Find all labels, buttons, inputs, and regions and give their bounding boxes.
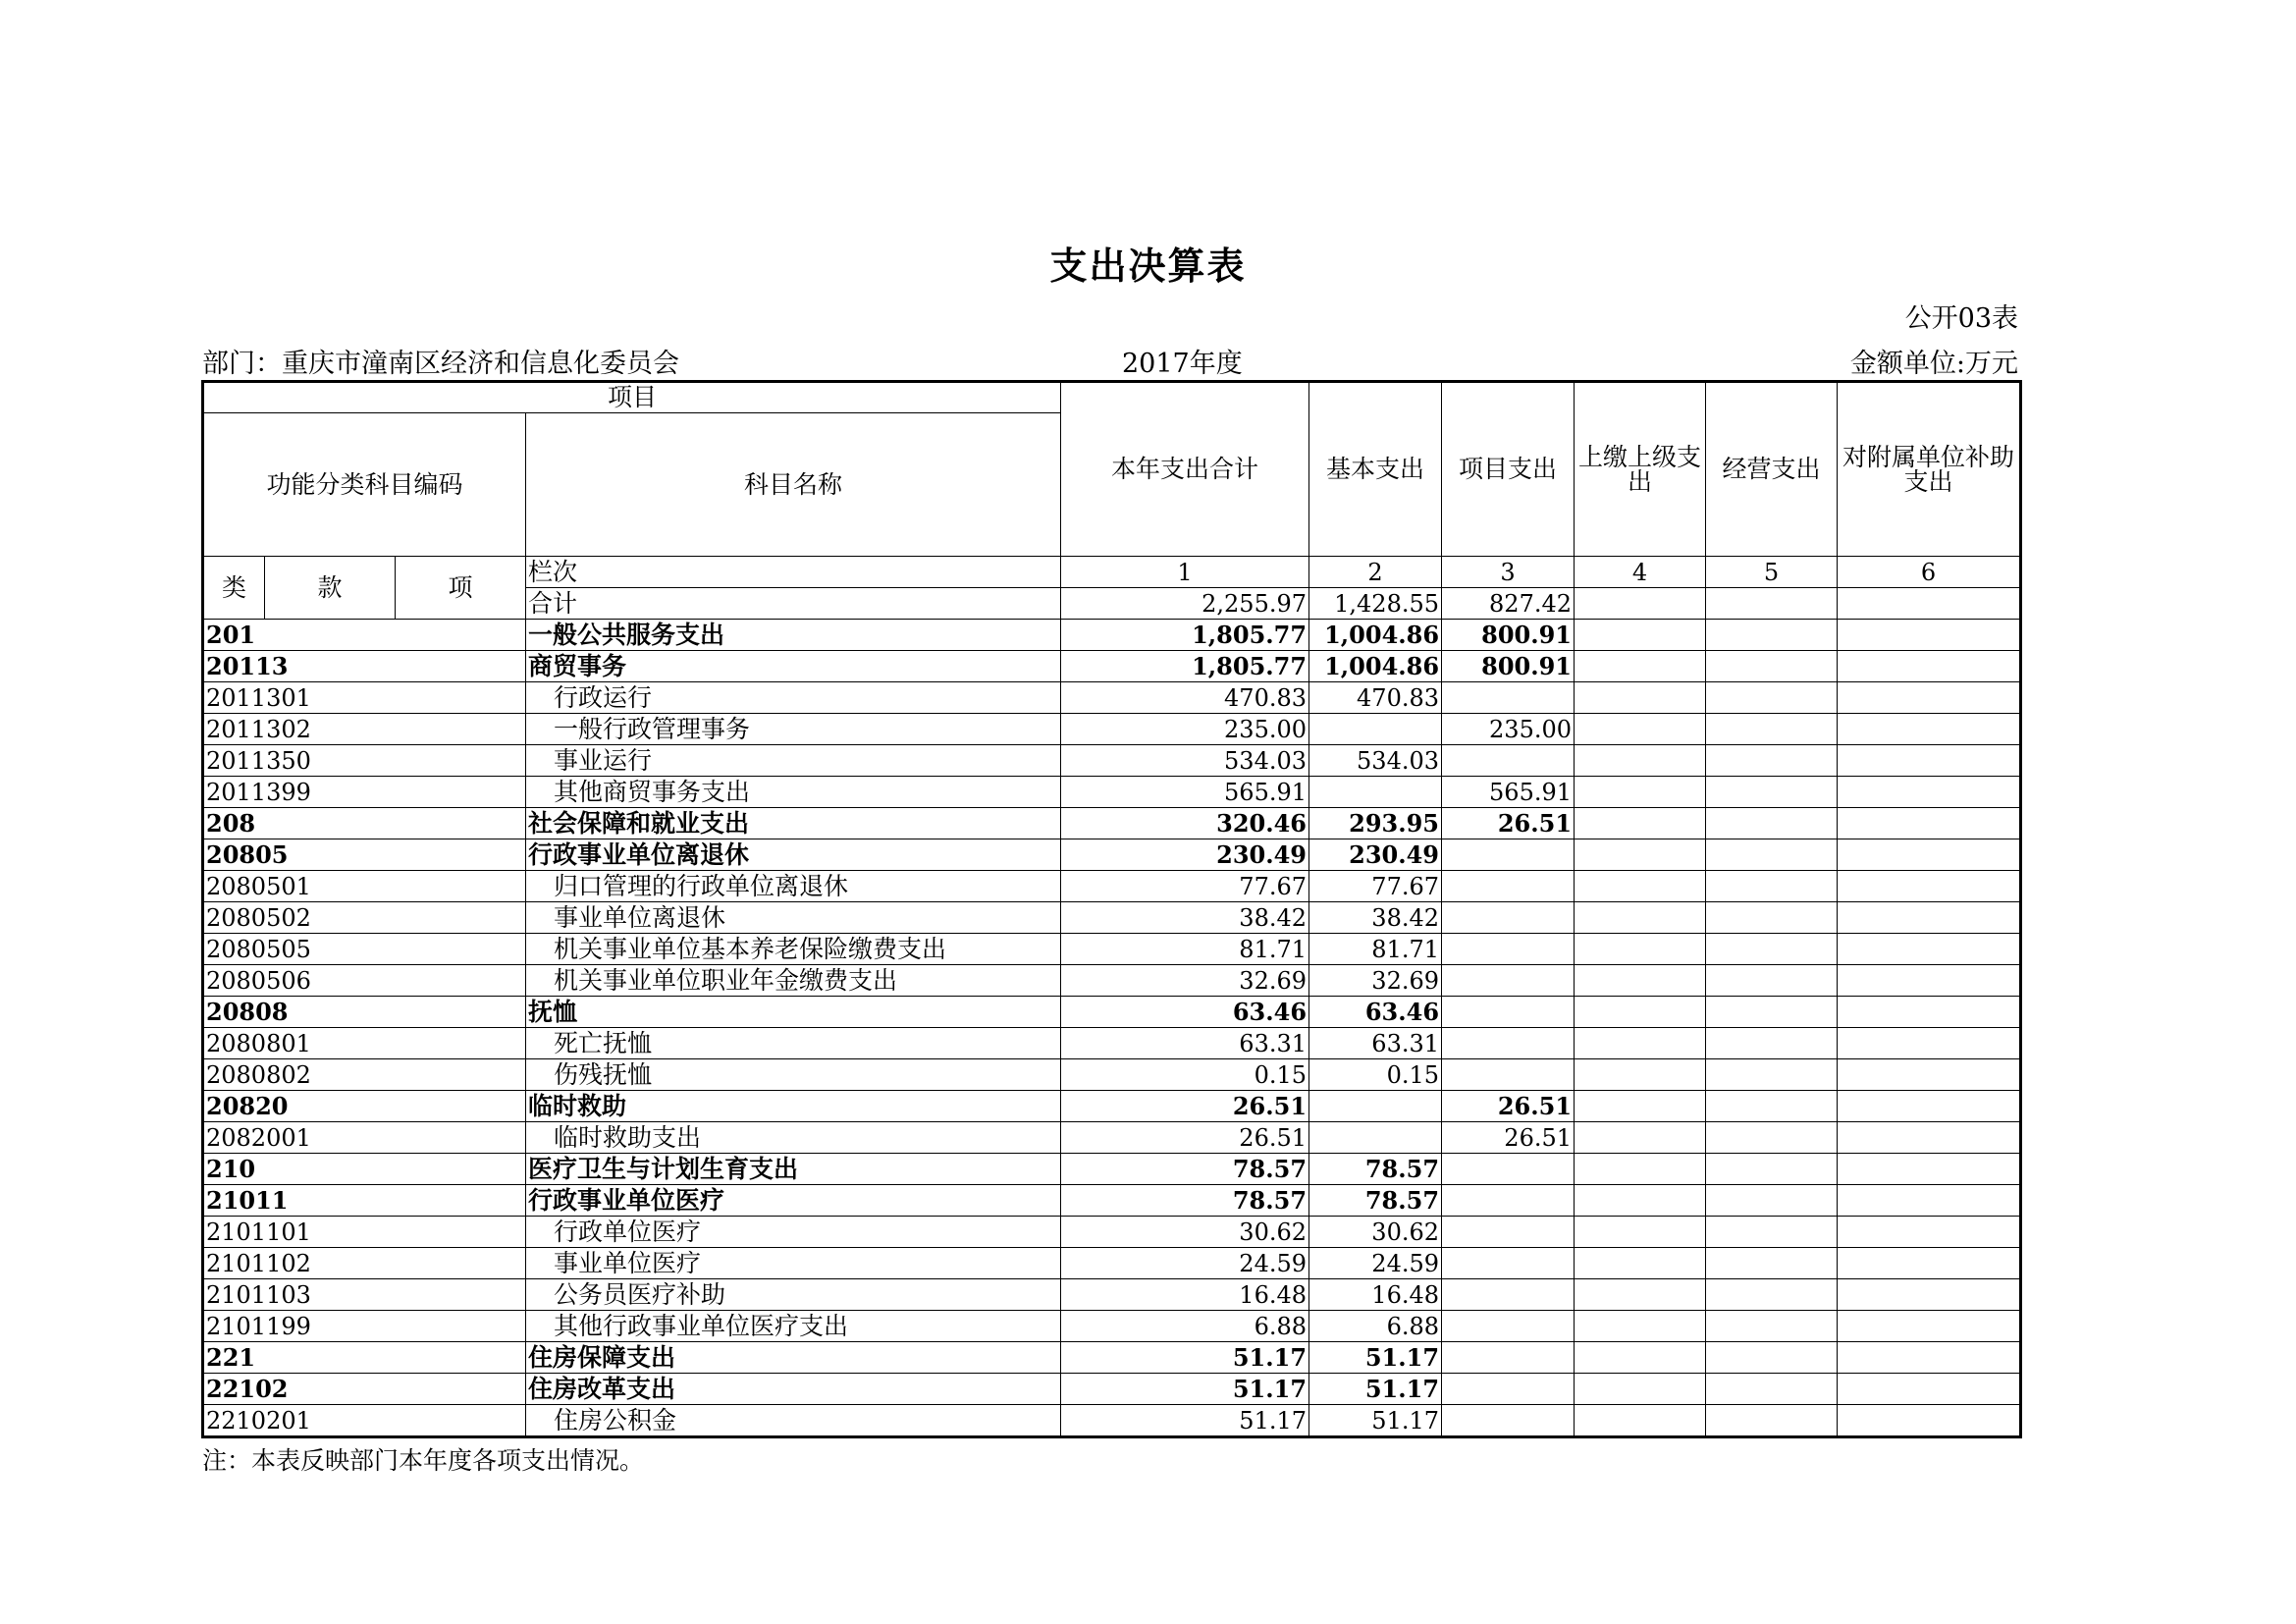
amount-unit: 金额单位:万元	[1849, 349, 2018, 379]
table-row	[203, 934, 2021, 965]
empty-cell	[1575, 777, 1706, 808]
empty-cell	[1706, 620, 1838, 651]
empty-cell	[1575, 1059, 1706, 1091]
basic-amount: 78.57	[1309, 1185, 1442, 1217]
table-row	[203, 620, 2021, 651]
item-name: 归口管理的行政单位离退休	[526, 871, 1061, 902]
basic-amount	[1309, 1122, 1442, 1154]
project-amount	[1442, 934, 1575, 965]
table-note: 注：本表反映部门本年度各项支出情况。	[202, 1446, 645, 1475]
item-name: 住房改革支出	[526, 1374, 1061, 1405]
empty-cell	[1706, 1122, 1838, 1154]
department-label: 部门：重庆市潼南区经济和信息化委员会	[202, 349, 679, 379]
empty-cell	[1575, 1185, 1706, 1217]
total-amount: 534.03	[1061, 745, 1309, 777]
empty-cell	[1706, 1311, 1838, 1342]
project-amount: 26.51	[1442, 1122, 1575, 1154]
empty-cell	[1838, 1311, 2021, 1342]
total-amount: 51.17	[1061, 1374, 1309, 1405]
total-value: 2,255.97	[1061, 588, 1309, 620]
empty-cell	[1575, 839, 1706, 871]
total-amount: 16.48	[1061, 1279, 1309, 1311]
empty-cell	[1575, 934, 1706, 965]
item-name: 临时救助支出	[526, 1122, 1061, 1154]
basic-amount: 78.57	[1309, 1154, 1442, 1185]
function-code: 2210201	[203, 1405, 526, 1437]
basic-amount: 0.15	[1309, 1059, 1442, 1091]
empty-cell	[1706, 808, 1838, 839]
col-header-business: 经营支出	[1706, 382, 1838, 557]
basic-amount: 230.49	[1309, 839, 1442, 871]
col-number: 4	[1575, 557, 1706, 588]
basic-amount: 63.31	[1309, 1028, 1442, 1059]
project-amount	[1442, 1059, 1575, 1091]
empty-cell	[1575, 1217, 1706, 1248]
empty-cell	[1706, 1342, 1838, 1374]
table-row	[203, 965, 2021, 997]
item-name: 机关事业单位职业年金缴费支出	[526, 965, 1061, 997]
lanci-label: 栏次	[526, 557, 1061, 588]
item-name: 事业单位离退休	[526, 902, 1061, 934]
empty-cell	[1706, 745, 1838, 777]
empty-cell	[1838, 965, 2021, 997]
empty-cell	[1706, 1059, 1838, 1091]
function-code: 2080505	[203, 934, 526, 965]
item-name: 伤残抚恤	[526, 1059, 1061, 1091]
basic-amount: 16.48	[1309, 1279, 1442, 1311]
table-row	[203, 651, 2021, 682]
item-name: 一般公共服务支出	[526, 620, 1061, 651]
function-code: 20820	[203, 1091, 526, 1122]
table-row	[203, 871, 2021, 902]
function-code: 20113	[203, 651, 526, 682]
empty-cell	[1838, 651, 2021, 682]
col-number: 5	[1706, 557, 1838, 588]
basic-amount: 32.69	[1309, 965, 1442, 997]
basic-amount: 24.59	[1309, 1248, 1442, 1279]
empty-cell	[1706, 1028, 1838, 1059]
total-amount: 26.51	[1061, 1122, 1309, 1154]
empty-cell	[1706, 1217, 1838, 1248]
empty-cell	[1838, 1154, 2021, 1185]
empty-cell	[1706, 682, 1838, 714]
total-amount: 78.57	[1061, 1154, 1309, 1185]
function-code: 2011399	[203, 777, 526, 808]
empty-cell	[1838, 1342, 2021, 1374]
table-row	[203, 1185, 2021, 1217]
expenditure-table	[201, 380, 2022, 1438]
empty-cell	[1706, 651, 1838, 682]
project-amount: 565.91	[1442, 777, 1575, 808]
empty-cell	[1575, 1122, 1706, 1154]
item-name: 事业运行	[526, 745, 1061, 777]
function-code: 2082001	[203, 1122, 526, 1154]
project-amount	[1442, 1405, 1575, 1437]
total-amount: 6.88	[1061, 1311, 1309, 1342]
col-number: 6	[1838, 557, 2021, 588]
basic-amount: 293.95	[1309, 808, 1442, 839]
project-amount	[1442, 1342, 1575, 1374]
empty-cell	[1575, 651, 1706, 682]
empty-cell	[1706, 1248, 1838, 1279]
item-name: 一般行政管理事务	[526, 714, 1061, 745]
empty-cell	[1706, 1374, 1838, 1405]
empty-cell	[1838, 745, 2021, 777]
col-header-basic: 基本支出	[1309, 382, 1442, 557]
total-amount: 565.91	[1061, 777, 1309, 808]
empty-cell	[1575, 1091, 1706, 1122]
total-amount: 0.15	[1061, 1059, 1309, 1091]
project-amount	[1442, 965, 1575, 997]
empty-cell	[1575, 808, 1706, 839]
total-amount: 77.67	[1061, 871, 1309, 902]
total-amount: 38.42	[1061, 902, 1309, 934]
empty-cell	[1838, 1279, 2021, 1311]
empty-cell	[1575, 1342, 1706, 1374]
total-amount: 26.51	[1061, 1091, 1309, 1122]
empty-cell	[1838, 1374, 2021, 1405]
item-name: 其他行政事业单位医疗支出	[526, 1311, 1061, 1342]
total-amount: 81.71	[1061, 934, 1309, 965]
project-amount: 800.91	[1442, 651, 1575, 682]
table-row	[203, 714, 2021, 745]
item-name: 死亡抚恤	[526, 1028, 1061, 1059]
empty-cell	[1575, 714, 1706, 745]
basic-amount: 77.67	[1309, 871, 1442, 902]
project-amount: 800.91	[1442, 620, 1575, 651]
empty-cell	[1575, 1248, 1706, 1279]
item-name: 其他商贸事务支出	[526, 777, 1061, 808]
empty-cell	[1706, 997, 1838, 1028]
project-amount	[1442, 902, 1575, 934]
project-amount	[1442, 1028, 1575, 1059]
empty-cell	[1575, 965, 1706, 997]
name-column-header: 科目名称	[526, 413, 1061, 557]
table-row	[203, 1279, 2021, 1311]
col-number: 1	[1061, 557, 1309, 588]
basic-amount: 81.71	[1309, 934, 1442, 965]
table-row	[203, 1342, 2021, 1374]
empty-cell	[1838, 808, 2021, 839]
basic-amount: 51.17	[1309, 1374, 1442, 1405]
function-code: 2101199	[203, 1311, 526, 1342]
empty-cell	[1706, 965, 1838, 997]
table-row	[203, 1122, 2021, 1154]
col-number: 2	[1309, 557, 1442, 588]
item-name: 医疗卫生与计划生育支出	[526, 1154, 1061, 1185]
total-amount: 30.62	[1061, 1217, 1309, 1248]
table-row	[203, 1059, 2021, 1091]
empty-cell	[1838, 1122, 2021, 1154]
empty-cell	[1838, 997, 2021, 1028]
item-name: 临时救助	[526, 1091, 1061, 1122]
basic-amount: 534.03	[1309, 745, 1442, 777]
project-amount	[1442, 1185, 1575, 1217]
function-code: 2101102	[203, 1248, 526, 1279]
empty-cell	[1706, 588, 1838, 620]
empty-cell	[1575, 1154, 1706, 1185]
item-name: 行政单位医疗	[526, 1217, 1061, 1248]
empty-cell	[1575, 1311, 1706, 1342]
basic-amount: 470.83	[1309, 682, 1442, 714]
table-row	[203, 902, 2021, 934]
item-name: 事业单位医疗	[526, 1248, 1061, 1279]
basic-amount: 1,004.86	[1309, 651, 1442, 682]
function-code: 20805	[203, 839, 526, 871]
empty-cell	[1706, 777, 1838, 808]
table-row	[203, 808, 2021, 839]
basic-amount: 30.62	[1309, 1217, 1442, 1248]
project-amount: 26.51	[1442, 808, 1575, 839]
basic-amount	[1309, 714, 1442, 745]
function-code: 2101101	[203, 1217, 526, 1248]
project-amount	[1442, 1248, 1575, 1279]
table-row	[203, 839, 2021, 871]
col-header-subsidy: 对附属单位补助支出	[1838, 382, 2021, 557]
table-row	[203, 745, 2021, 777]
xiang-header: 项	[396, 557, 526, 620]
project-amount	[1442, 682, 1575, 714]
total-amount: 470.83	[1061, 682, 1309, 714]
total-amount: 1,805.77	[1061, 620, 1309, 651]
basic-amount: 38.42	[1309, 902, 1442, 934]
empty-cell	[1838, 1028, 2021, 1059]
total-value: 827.42	[1442, 588, 1575, 620]
project-amount	[1442, 1374, 1575, 1405]
table-row	[203, 1311, 2021, 1342]
total-amount: 32.69	[1061, 965, 1309, 997]
total-label: 合计	[526, 588, 1061, 620]
function-code: 208	[203, 808, 526, 839]
empty-cell	[1838, 588, 2021, 620]
table-row	[203, 1374, 2021, 1405]
table-row	[203, 1217, 2021, 1248]
total-amount: 51.17	[1061, 1342, 1309, 1374]
table-row	[203, 997, 2021, 1028]
basic-amount	[1309, 777, 1442, 808]
page-title: 支出决算表	[1049, 244, 1247, 288]
total-amount: 1,805.77	[1061, 651, 1309, 682]
function-code: 2080802	[203, 1059, 526, 1091]
empty-cell	[1706, 902, 1838, 934]
empty-cell	[1575, 871, 1706, 902]
empty-cell	[1575, 682, 1706, 714]
fiscal-year: 2017年度	[1122, 349, 1243, 379]
empty-cell	[1575, 997, 1706, 1028]
project-amount	[1442, 997, 1575, 1028]
basic-amount: 6.88	[1309, 1311, 1442, 1342]
item-name: 公务员医疗补助	[526, 1279, 1061, 1311]
table-row	[203, 1154, 2021, 1185]
item-name: 行政事业单位医疗	[526, 1185, 1061, 1217]
project-amount	[1442, 745, 1575, 777]
item-name: 机关事业单位基本养老保险缴费支出	[526, 934, 1061, 965]
empty-cell	[1838, 777, 2021, 808]
function-code: 2011302	[203, 714, 526, 745]
function-code: 221	[203, 1342, 526, 1374]
col-header-project: 项目支出	[1442, 382, 1575, 557]
empty-cell	[1575, 1028, 1706, 1059]
project-amount	[1442, 839, 1575, 871]
empty-cell	[1838, 902, 2021, 934]
project-amount	[1442, 1217, 1575, 1248]
empty-cell	[1706, 1154, 1838, 1185]
function-code: 20808	[203, 997, 526, 1028]
basic-amount	[1309, 1091, 1442, 1122]
empty-cell	[1575, 1374, 1706, 1405]
empty-cell	[1706, 839, 1838, 871]
table-row	[203, 1248, 2021, 1279]
empty-cell	[1575, 620, 1706, 651]
total-amount: 235.00	[1061, 714, 1309, 745]
project-amount	[1442, 871, 1575, 902]
item-name: 抚恤	[526, 997, 1061, 1028]
code-group-header: 功能分类科目编码	[203, 413, 526, 557]
empty-cell	[1706, 714, 1838, 745]
basic-amount: 63.46	[1309, 997, 1442, 1028]
table-row	[203, 682, 2021, 714]
empty-cell	[1838, 1091, 2021, 1122]
function-code: 2080501	[203, 871, 526, 902]
empty-cell	[1838, 871, 2021, 902]
total-value: 1,428.55	[1309, 588, 1442, 620]
basic-amount: 51.17	[1309, 1405, 1442, 1437]
function-code: 22102	[203, 1374, 526, 1405]
empty-cell	[1838, 839, 2021, 871]
empty-cell	[1575, 745, 1706, 777]
empty-cell	[1575, 902, 1706, 934]
total-amount: 230.49	[1061, 839, 1309, 871]
project-amount: 235.00	[1442, 714, 1575, 745]
empty-cell	[1575, 588, 1706, 620]
empty-cell	[1838, 1059, 2021, 1091]
empty-cell	[1838, 714, 2021, 745]
total-amount: 51.17	[1061, 1405, 1309, 1437]
item-name: 住房公积金	[526, 1405, 1061, 1437]
empty-cell	[1838, 1405, 2021, 1437]
function-code: 201	[203, 620, 526, 651]
project-header: 项目	[203, 382, 1061, 413]
project-amount	[1442, 1154, 1575, 1185]
empty-cell	[1575, 1279, 1706, 1311]
function-code: 2080502	[203, 902, 526, 934]
empty-cell	[1838, 1217, 2021, 1248]
function-code: 21011	[203, 1185, 526, 1217]
table-row	[203, 777, 2021, 808]
empty-cell	[1575, 1405, 1706, 1437]
col-header-total: 本年支出合计	[1061, 382, 1309, 557]
empty-cell	[1838, 682, 2021, 714]
function-code: 2101103	[203, 1279, 526, 1311]
form-number: 公开03表	[1904, 303, 2018, 334]
empty-cell	[1706, 1279, 1838, 1311]
function-code: 2080506	[203, 965, 526, 997]
empty-cell	[1838, 934, 2021, 965]
total-amount: 63.46	[1061, 997, 1309, 1028]
function-code: 2080801	[203, 1028, 526, 1059]
total-amount: 320.46	[1061, 808, 1309, 839]
basic-amount: 51.17	[1309, 1342, 1442, 1374]
total-amount: 78.57	[1061, 1185, 1309, 1217]
table-row	[203, 1091, 2021, 1122]
empty-cell	[1706, 1185, 1838, 1217]
item-name: 商贸事务	[526, 651, 1061, 682]
col-number: 3	[1442, 557, 1575, 588]
item-name: 行政运行	[526, 682, 1061, 714]
function-code: 2011301	[203, 682, 526, 714]
item-name: 社会保障和就业支出	[526, 808, 1061, 839]
empty-cell	[1838, 1248, 2021, 1279]
item-name: 行政事业单位离退休	[526, 839, 1061, 871]
total-amount: 24.59	[1061, 1248, 1309, 1279]
function-code: 210	[203, 1154, 526, 1185]
total-amount: 63.31	[1061, 1028, 1309, 1059]
function-code: 2011350	[203, 745, 526, 777]
item-name: 住房保障支出	[526, 1342, 1061, 1374]
empty-cell	[1838, 1185, 2021, 1217]
table-row	[203, 1028, 2021, 1059]
kuan-header: 款	[265, 557, 396, 620]
table-row	[203, 1405, 2021, 1437]
empty-cell	[1706, 1091, 1838, 1122]
project-amount: 26.51	[1442, 1091, 1575, 1122]
empty-cell	[1706, 934, 1838, 965]
project-amount	[1442, 1311, 1575, 1342]
empty-cell	[1838, 620, 2021, 651]
project-amount	[1442, 1279, 1575, 1311]
col-header-upper: 上缴上级支出	[1575, 382, 1706, 557]
empty-cell	[1706, 871, 1838, 902]
basic-amount: 1,004.86	[1309, 620, 1442, 651]
lei-header: 类	[203, 557, 265, 620]
empty-cell	[1706, 1405, 1838, 1437]
